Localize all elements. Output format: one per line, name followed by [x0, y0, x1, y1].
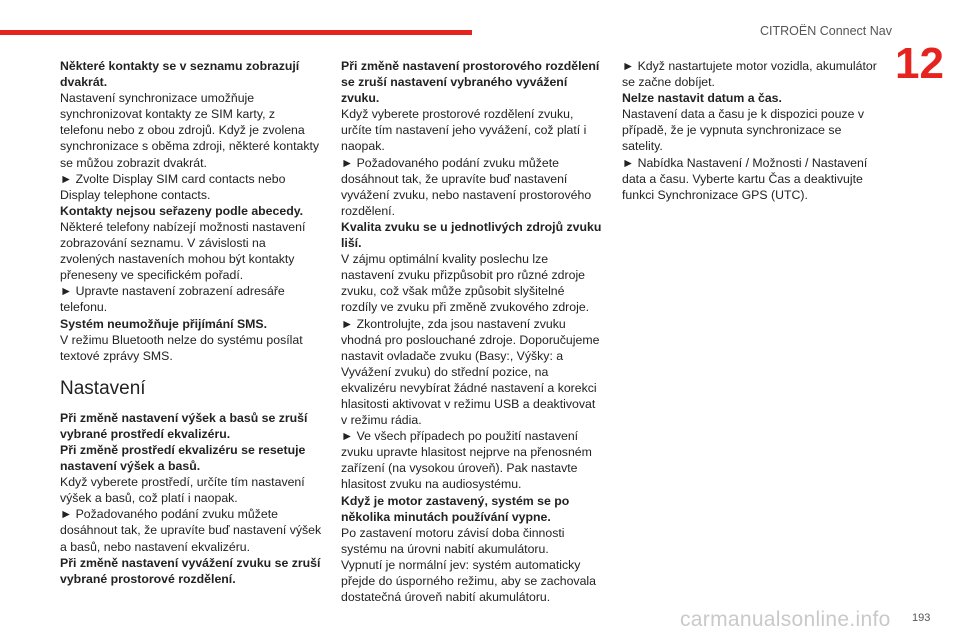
paragraph: Vypnutí je normální jev: systém automaticky přejde do úsporného režimu, aby se zachovala dostatečná úroveň nabití akumulátoru. — [341, 557, 596, 605]
bold-question: Když je motor zastavený, systém se po několika minutách používání vypne. — [341, 493, 570, 524]
chapter-number: 12 — [895, 39, 944, 88]
text-column-3 — [622, 58, 884, 203]
bold-question: Při změně nastavení prostorového rozdělení se zruší nastavení vybraného vyvážení zvuku. — [341, 59, 600, 106]
paragraph: Nastavení data a času je k dispozici pouze v případě, že je vypnuta synchronizace se satelity. — [622, 107, 864, 154]
text-column-2 — [341, 58, 603, 605]
text-column-1 — [60, 58, 322, 587]
bold-question: Při změně prostředí ekvalizéru se resetuje nastavení výšek a basů. — [60, 442, 306, 474]
bold-question: Některé kontakty se v seznamu zobrazují dvakrát. — [60, 59, 300, 90]
paragraph: Po zastavení motoru závisí doba činnosti systému na úrovni nabití akumulátoru. — [341, 525, 565, 556]
bold-question: Při změně nastavení vyvážení zvuku se zruší vybrané prostorové rozdělení. — [60, 555, 321, 586]
bold-question: Systém neumožňuje přijímání SMS. — [60, 316, 268, 331]
paragraph: ► Upravte nastavení zobrazení adresáře telefonu. — [60, 284, 285, 315]
paragraph: V zájmu optimální kvality poslechu lze nastavení zvuku přizpůsobit pro různé zdroje zvuku, což však může způsobit slyšitelné rozdíly ve zvuku při změně zvukového zdroje. — [341, 252, 590, 315]
paragraph: ► Když nastartujete motor vozidla, akumulátor se začne dobíjet. — [622, 59, 877, 90]
paragraph: ► Ve všech případech po použití nastavení zvuku upravte hlasitost nejprve na přenosném zařízení (na vysokou úroveň). Pak nastavte hlasitost zvuku na audiosystému. — [341, 429, 592, 492]
bold-question: Nelze nastavit datum a čas. — [622, 91, 782, 106]
paragraph: ► Požadovaného podání zvuku můžete dosáhnout tak, že upravíte buď nastavení výšek a basů, nebo nastavení ekvalizéru. — [60, 507, 322, 554]
bold-question: Při změně nastavení výšek a basů se zruší vybrané prostředí ekvalizéru. — [60, 410, 308, 441]
paragraph: Nastavení synchronizace umožňuje synchronizovat kontakty ze SIM karty, z telefonu nebo z obou zdrojů. Když je zvolena synchronizace s oběma zdroji, některé kontakty se můžou zobrazit dvakrát. — [60, 91, 320, 170]
header-accent-bar — [0, 30, 472, 35]
section-heading: Nastavení — [60, 377, 146, 399]
paragraph: ► Nabídka Nastavení / Možnosti / Nastavení data a času. Vyberte kartu Čas a deaktivujte funkci Synchronizace GPS (UTC). — [622, 155, 868, 202]
paragraph: ► Požadovaného podání zvuku můžete dosáhnout tak, že upravíte buď nastavení vyvážení zvuku, nebo nastavení prostorového rozdělení. — [341, 155, 592, 218]
watermark: carmanualsonline.info — [680, 608, 891, 631]
paragraph: V režimu Bluetooth nelze do systému posílat textové zprávy SMS. — [60, 332, 303, 363]
header-title: CITROËN Connect Nav — [760, 24, 892, 38]
paragraph: Když vyberete prostorové rozdělení zvuku, určíte tím nastavení jeho vyvážení, což platí i naopak. — [341, 107, 587, 154]
bold-question: Kontakty nejsou seřazeny podle abecedy. — [60, 203, 304, 218]
paragraph: Některé telefony nabízejí možnosti nastavení zobrazování seznamu. V závislosti na zvolených nastaveních mohou být kontakty přeneseny ve specifickém pořadí. — [60, 219, 306, 283]
bold-question: Kvalita zvuku se u jednotlivých zdrojů zvuku liší. — [341, 219, 602, 251]
paragraph: ► Zkontrolujte, zda jsou nastavení zvuku vhodná pro poslouchané zdroje. Doporučujeme nastavit ovladače zvuku (Basy:, Výšky: a Vyvážení zvuku) do střední pozice, na ekvalizéru nevybírat žádné nastavení a korekci hlasitosti aktivovat v režimu USB a deaktivovat v režimu rádia. — [341, 316, 600, 428]
paragraph: Když vyberete prostředí, určíte tím nastavení výšek a basů, což platí i naopak. — [60, 475, 305, 506]
paragraph: ► Zvolte Display SIM card contacts nebo Display telephone contacts. — [60, 171, 286, 202]
page-number: 193 — [912, 612, 931, 624]
